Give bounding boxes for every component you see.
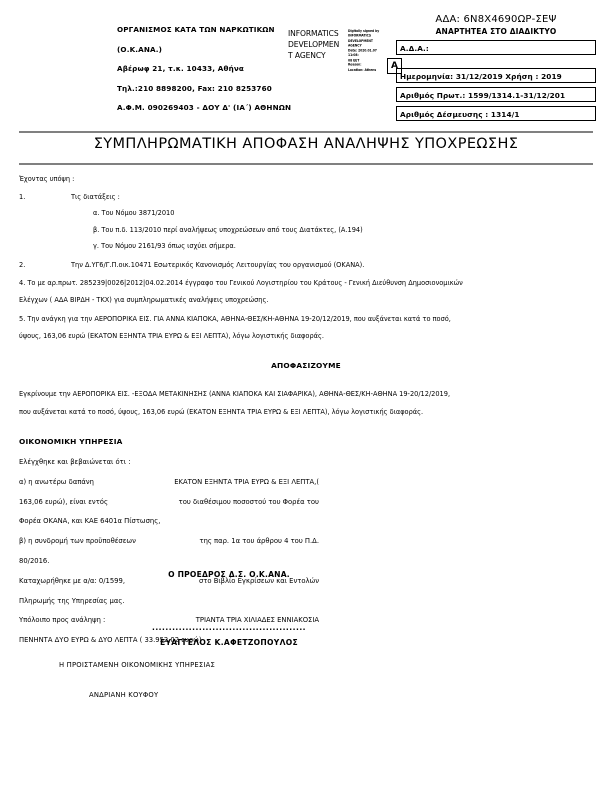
date-box: Ημερομηνία: 31/12/2019 Χρήση : 2019 — [396, 68, 596, 83]
signature-block — [19, 570, 593, 699]
registration-line2: Πληρωμής της Υπηρεσίας μας. — [19, 596, 125, 605]
having-regard-line: Έχοντας υπόψη : — [19, 175, 75, 183]
paragraph-a-line2: 163,06 ευρώ), είναι εντός του διαθέσιμου ποσοστού του Φορέα του — [19, 497, 319, 506]
finance-officer-title: Η ΠΡΟΙΣΤΑΜΕΝΗ ΟΙΚΟΝΟΜΙΚΗΣ ΥΠΗΡΕΣΙΑΣ — [59, 661, 215, 669]
paragraph-a-line1: α) η ανωτέρω δαπάνη ΕΚΑΤΟΝ ΕΞΗΝΤΑ ΤΡΙΑ ΕΥΡΩ & ΕΞΙ ΛΕΠΤΑ,( — [19, 477, 319, 486]
provisions-sub-b: β. Του π.δ. 113/2010 περί αναλήψεως υποχρεώσεων από τους Διατάκτες, (Α.194) — [93, 225, 363, 234]
organization-phone-fax: Τηλ.:210 8898200, Fax: 210 8253760 — [117, 83, 272, 93]
approval-line1: Εγκρίνουμε την ΑΕΡΟΠΟΡΙΚΑ ΕΙΣ. -ΕΞΟΔΑ ΜΕΤΑΚΙΝΗΣΗΣ (ΑΝΝΑ ΚΙΑΠΟΚΑ ΚΑΙ ΣΙΑΦΑΡΙΚΑ), ΑΘΗΝΑ-ΘΕΣ/ΚΗ-ΑΘΗΝΑ 19-20/12/2019, — [19, 390, 451, 399]
registration-line1: Καταχωρήθηκε με α/α: 0/1599, στο Βιβλίο Εγκρίσεων και Εντολών — [19, 576, 319, 585]
ada-code: ΑΔΑ: 6Ν8Χ4690ΩΡ-ΣΕΨ — [435, 14, 557, 25]
provisions-item-4-line2: Ελέγχων ( ΑΔΑ ΒΙΡΔΗ - ΤΚΧ) για συμπληρωματικές αναλήψεις υποχρεώσης. — [19, 296, 269, 305]
provisions-item-5-line2: ύψους, 163,06 ευρώ (ΕΚΑΤΟΝ ΕΞΗΝΤΑ ΤΡΙΑ ΕΥΡΩ & ΕΞΙ ΛΕΠΤΑ), λόγω λογιστικής διαφοράς. — [19, 332, 324, 341]
verified-intro: Ελέγχθηκε και βεβαιώνεται ότι : — [19, 457, 131, 466]
paragraph-a-line3: Φορέα ΟΚΑΝΑ, και ΚΑΕ 6401α Πίστωσης, — [19, 517, 161, 526]
signature-dotted-line: .............................................. — [151, 623, 307, 632]
balance-line2: ΠΕΝΗΝΤΑ ΔΥΟ ΕΥΡΩ & ΔΥΟ ΛΕΠΤΑ ( 33.952,02 ευρώ) — [19, 636, 202, 645]
decision-heading: ΑΠΟΦΑΣΙΖΟΥΜΕ — [271, 360, 341, 370]
finance-officer-name: ΑΝΔΡΙΑΝΗ ΚΟΥΦΟΥ — [89, 691, 159, 699]
organization-block — [117, 20, 297, 118]
paragraph-b-line2: 80/2016. — [19, 556, 50, 565]
provisions-item-1 — [19, 194, 593, 201]
provisions-item-1-text: Τις διατάξεις : — [71, 192, 120, 201]
paragraph-b-line1: β) η συνδρομή των προϋποθέσεων της παρ. 1α του άρθρου 4 του Π.Δ. — [19, 537, 319, 546]
ada-field-box: Α.Δ.Α.: — [396, 40, 596, 55]
commitment-number-box: Αριθμός Δέσμευσης : 1314/1 — [396, 106, 596, 121]
provisions-sub-c: γ. Του Νόμου 2161/93 όπως ισχύει σήμερα. — [93, 242, 236, 251]
president-title: Ο ΠΡΟΕΔΡΟΣ Δ.Σ. Ο.Κ.ΑΝΑ. — [168, 570, 290, 579]
protocol-number-box: Αριθμός Πρωτ.: 1599/1314.1-31/12/201 — [396, 87, 596, 102]
provisions-sub-a: α. Του Νόμου 3871/2010 — [93, 209, 175, 218]
publish-notice: ΑΝΑΡΤΗΤΕΑ ΣΤΟ ΔΙΑΔΙΚΤΥΟ — [435, 27, 557, 36]
organization-acronym: (Ο.Κ.ΑΝΑ.) — [117, 44, 163, 54]
balance-line1: Υπόλοιπο προς ανάληψη : ΤΡΙΑΝΤΑ ΤΡΙΑ ΧΙΛΙΑΔΕΣ ΕΝΝΙΑΚΟΣΙΑ — [19, 616, 319, 625]
provisions-item-4-line1: 4. Το με αρ.πρωτ. 285239|0026|2012|04.02.2014 έγγραφο του Γενικού Λογιστηρίου του Κράτους - Γενική Διεύθυνση Δημοσιονομικών — [19, 278, 463, 287]
organization-name: ΟΡΓΑΝΙΣΜΟΣ ΚΑΤΑ ΤΩΝ ΝΑΡΚΩΤΙΚΩΝ — [117, 25, 275, 34]
page-title: ΣΥΜΠΛΗΡΩΜΑΤΙΚΗ ΑΠΟΦΑΣΗ ΑΝΑΛΗΨΗΣ ΥΠΟΧΡΕΩΣΗΣ — [93, 136, 519, 152]
document-header — [0, 14, 612, 126]
title-rule-top — [19, 131, 593, 133]
provisions-item-5-line1: 5. Την ανάγκη για την ΑΕΡΟΠΟΡΙΚΑ ΕΙΣ. ΓΙΑ ΑΝΝΑ ΚΙΑΠΟΚΑ, ΑΘΗΝΑ-ΘΕΣ/ΚΗ-ΑΘΗΝΑ 19-20/12/2019, που αυξάνεται κατά το ποσό, — [19, 314, 451, 323]
organization-tax-id: Α.Φ.Μ. 090269403 - ΔΟΥ Δ' (ΙΑ΄) ΑΘΗΝΩΝ — [117, 103, 292, 112]
provisions-item-2-number: 2. — [19, 260, 26, 269]
signature-agency-name: INFORMATICS DEVELOPMEN T AGENCY — [288, 29, 340, 61]
digital-signature-stamp — [288, 28, 400, 74]
provisions-item-2-text: Την Δ.ΥΓ6/Γ.Π.οικ.10471 Εσωτερικός Κανονισμός Λειτουργίας του οργανισμού (ΟΚΑΝΑ). — [71, 260, 365, 269]
title-rule-bottom — [19, 163, 593, 165]
financial-service-heading: ΟΙΚΟΝΟΜΙΚΗ ΥΠΗΡΕΣΙΑ — [19, 436, 123, 446]
organization-address: Αβέρωφ 21, τ.κ. 10433, Αθήνα — [117, 64, 245, 73]
signature-badge-icon: A — [387, 58, 402, 74]
president-name: ΕΥΑΓΓΕΛΟΣ Κ.ΑΦΕΤΖΟΠΟΥΛΟΣ — [159, 638, 299, 647]
approval-line2: που αυξάνεται κατά το ποσό, ύψους, 163,06 ευρώ (ΕΚΑΤΟΝ ΕΞΗΝΤΑ ΤΡΙΑ ΕΥΡΩ & ΕΞΙ ΛΕΠΤΑ), λόγω λογιστικής διαφοράς. — [19, 407, 424, 416]
signature-details: Digitally signed by INFORMATICS DEVELOPMENT AGENCY Date: 2020.01.07 11:08: 08 EET Reason: Location: Athens — [348, 29, 380, 72]
provisions-item-2 — [19, 262, 593, 269]
ada-column — [396, 14, 596, 121]
provisions-item-1-number: 1. — [19, 192, 26, 201]
